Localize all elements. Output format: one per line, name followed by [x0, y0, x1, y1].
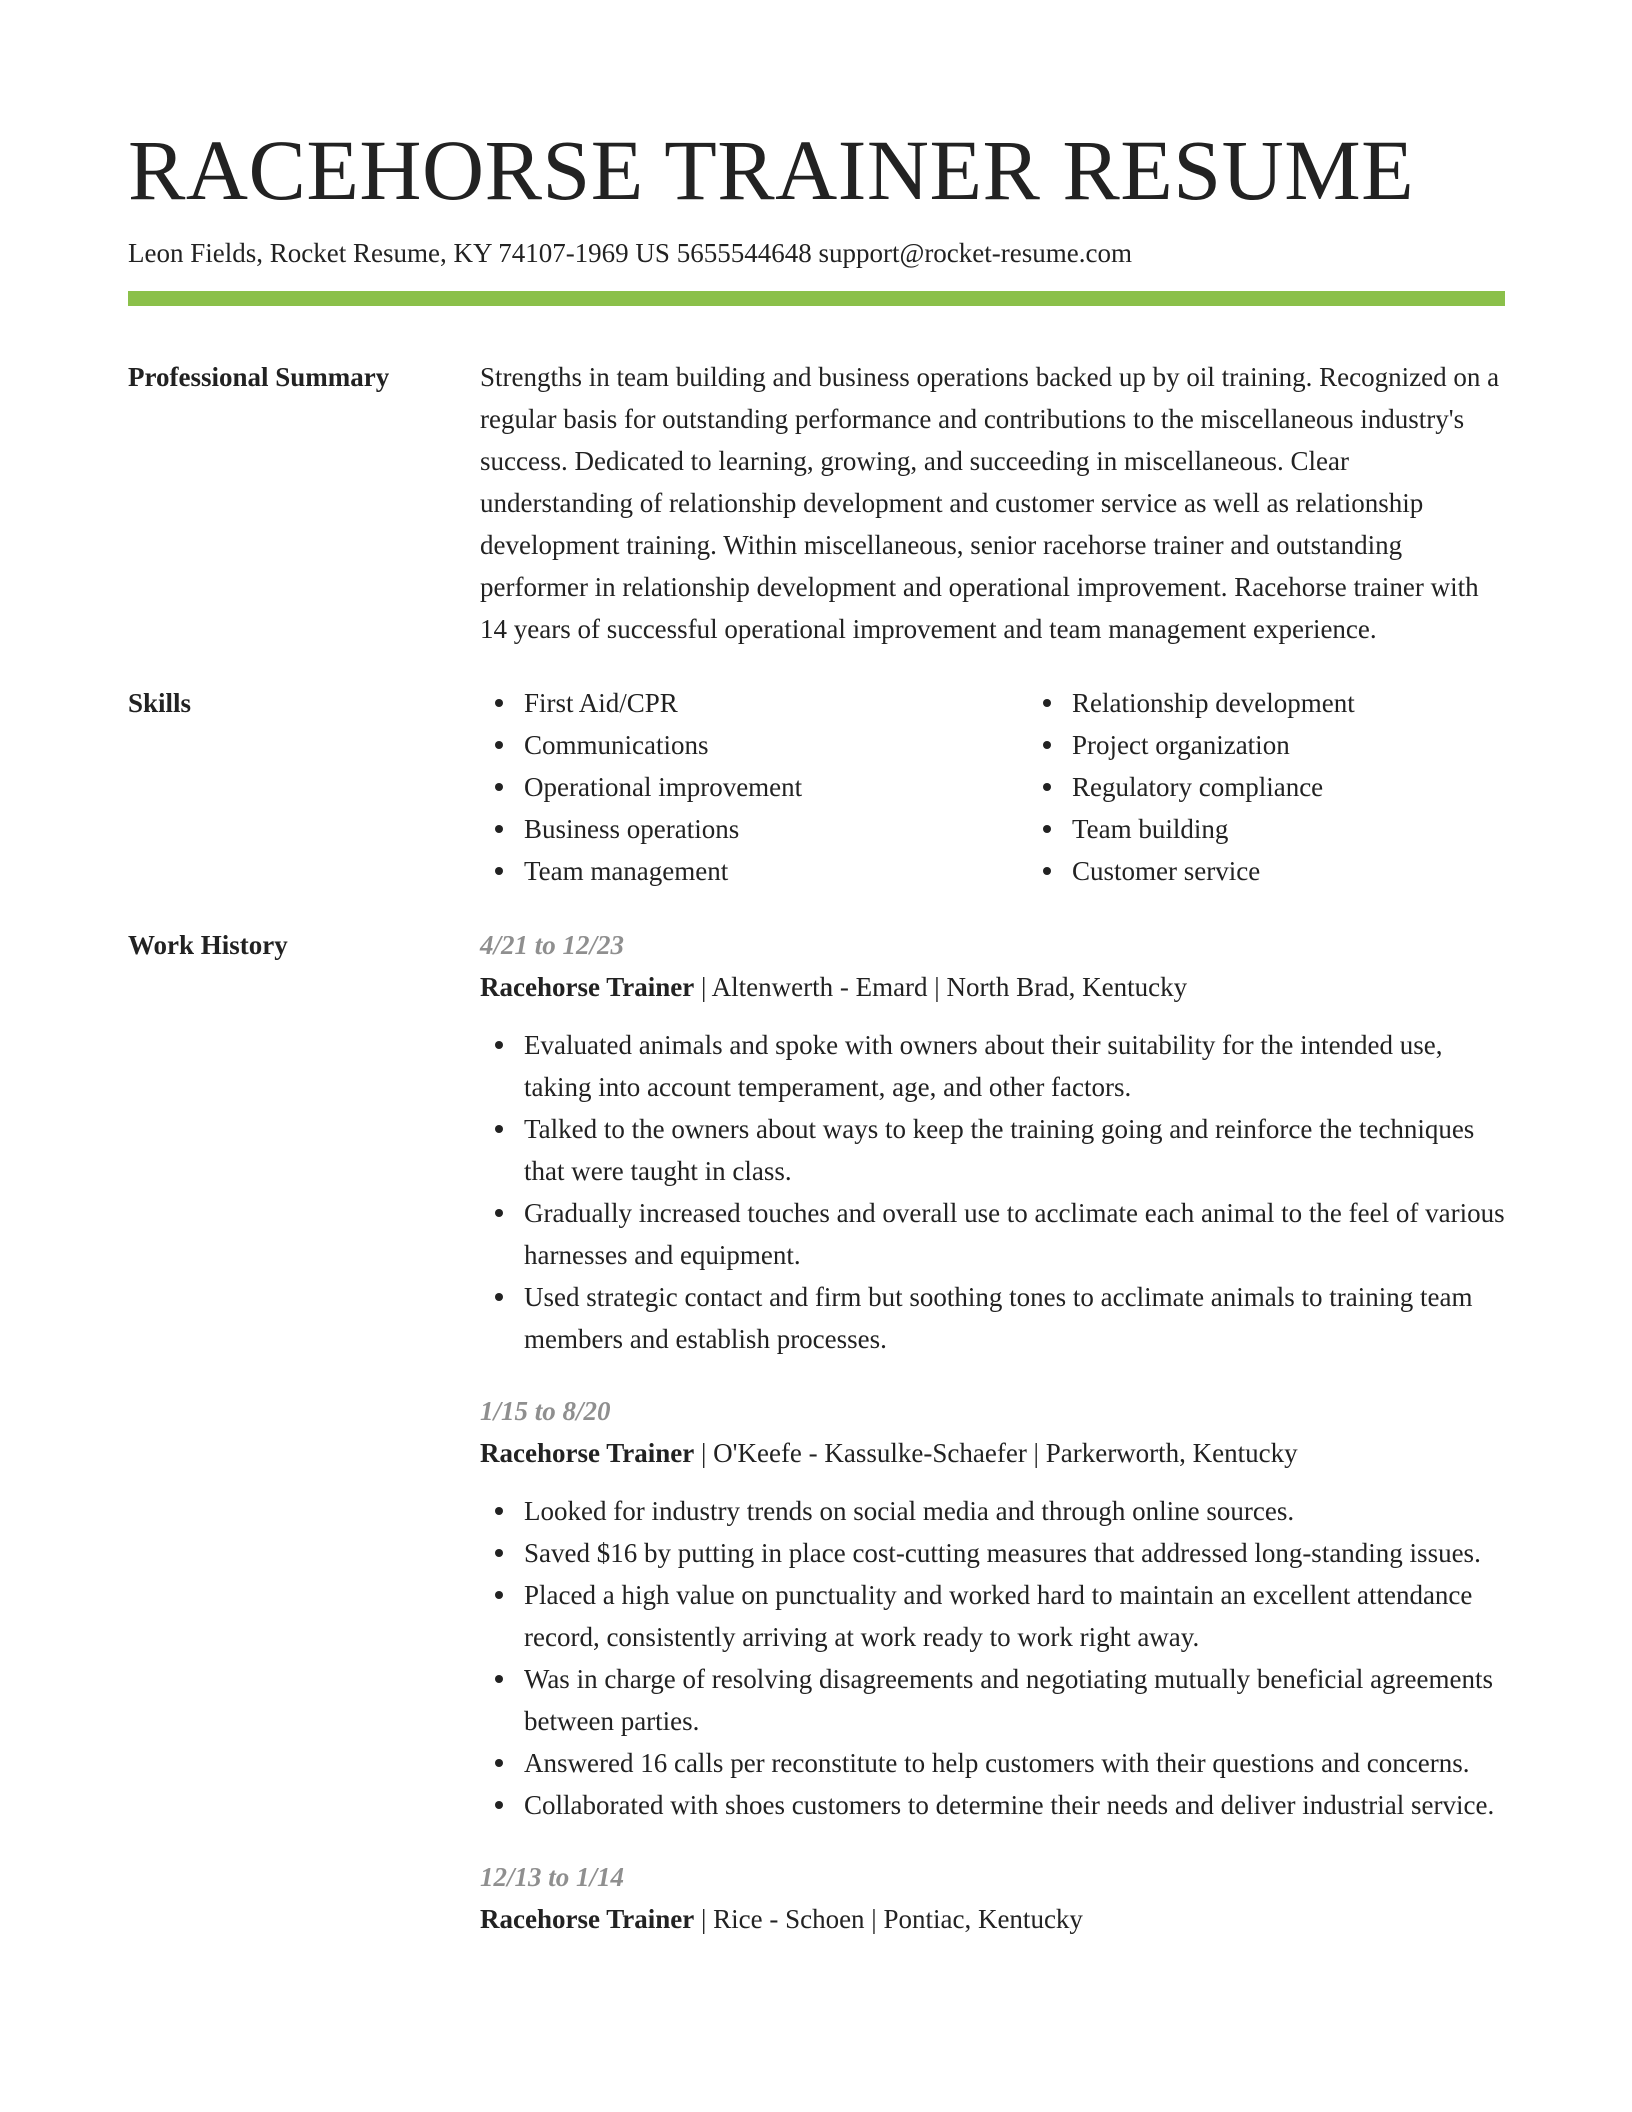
job-bullet: Evaluated animals and spoke with owners about their suitability for the intended use, taking into account temperament, age, and other factors.	[524, 1024, 1505, 1108]
skill-item: Team management	[524, 850, 1028, 892]
job-dates: 4/21 to 12/23	[480, 930, 625, 960]
skill-item: Project organization	[1072, 724, 1576, 766]
job-entry	[480, 1390, 1505, 1826]
job-bullets	[480, 1024, 1505, 1360]
job-details: | Rice - Schoen | Pontiac, Kentucky	[694, 1904, 1083, 1934]
skill-item: Regulatory compliance	[1072, 766, 1576, 808]
skills-list-left	[480, 682, 1028, 892]
job-title: Racehorse Trainer	[480, 972, 695, 1002]
skills-list-right	[1028, 682, 1576, 892]
job-bullet: Was in charge of resolving disagreements and negotiating mutually beneficial agreements between parties.	[524, 1658, 1505, 1742]
work-history-heading: Work History	[128, 930, 288, 960]
skill-item: Business operations	[524, 808, 1028, 850]
skill-item: Team building	[1072, 808, 1576, 850]
job-bullet: Used strategic contact and firm but soothing tones to acclimate animals to training team members and establish processes.	[524, 1276, 1505, 1360]
job-details: | O'Keefe - Kassulke-Schaefer | Parkerworth, Kentucky	[694, 1438, 1298, 1468]
job-entry	[480, 924, 1505, 1360]
job-dates: 1/15 to 8/20	[480, 1396, 611, 1426]
summary-section	[128, 356, 1505, 650]
job-bullet: Answered 16 calls per reconstitute to help customers with their questions and concerns.	[524, 1742, 1505, 1784]
job-details: | Altenwerth - Emard | North Brad, Kentucky	[694, 972, 1188, 1002]
job-bullet: Saved $16 by putting in place cost-cutting measures that addressed long-standing issues.	[524, 1532, 1505, 1574]
job-bullet: Looked for industry trends on social media and through online sources.	[524, 1490, 1505, 1532]
skill-item: Customer service	[1072, 850, 1576, 892]
job-bullet: Talked to the owners about ways to keep the training going and reinforce the techniques that were taught in class.	[524, 1108, 1505, 1192]
job-title: Racehorse Trainer	[480, 1438, 695, 1468]
job-bullets	[480, 1490, 1505, 1826]
accent-divider	[128, 291, 1505, 306]
skills-section	[128, 682, 1505, 892]
job-bullet: Gradually increased touches and overall use to acclimate each animal to the feel of various harnesses and equipment.	[524, 1192, 1505, 1276]
job-entry	[480, 1856, 1505, 1940]
skill-item: First Aid/CPR	[524, 682, 1028, 724]
resume-title: RACEHORSE TRAINER RESUME	[128, 122, 1415, 218]
skill-item: Communications	[524, 724, 1028, 766]
summary-text: Strengths in team building and business operations backed up by oil training. Recognized on a regular basis for outstanding performance and contributions to the miscellaneous industry's success. Dedicated to learning, growing, and succeeding in miscellaneous. Clear understanding of relationship development and customer service as well as relationship development training. Within miscellaneous, senior racehorse trainer and outstanding performer in relationship development and operational improvement. Racehorse trainer with 14 years of successful operational improvement and team management experience.	[480, 362, 1500, 644]
job-title: Racehorse Trainer	[480, 1904, 695, 1934]
work-history-section	[128, 924, 1505, 1970]
contact-info: Leon Fields, Rocket Resume, KY 74107-1969 US 5655544648 support@rocket-resume.com	[128, 238, 1132, 268]
skill-item: Relationship development	[1072, 682, 1576, 724]
job-bullet: Collaborated with shoes customers to determine their needs and deliver industrial service.	[524, 1784, 1505, 1826]
job-header	[480, 1432, 1505, 1474]
skills-heading: Skills	[128, 688, 192, 718]
job-dates: 12/13 to 1/14	[480, 1862, 625, 1892]
job-bullet: Placed a high value on punctuality and worked hard to maintain an excellent attendance record, consistently arriving at work ready to work right away.	[524, 1574, 1505, 1658]
job-header	[480, 966, 1505, 1008]
skill-item: Operational improvement	[524, 766, 1028, 808]
job-header	[480, 1898, 1505, 1940]
summary-heading: Professional Summary	[128, 362, 390, 392]
